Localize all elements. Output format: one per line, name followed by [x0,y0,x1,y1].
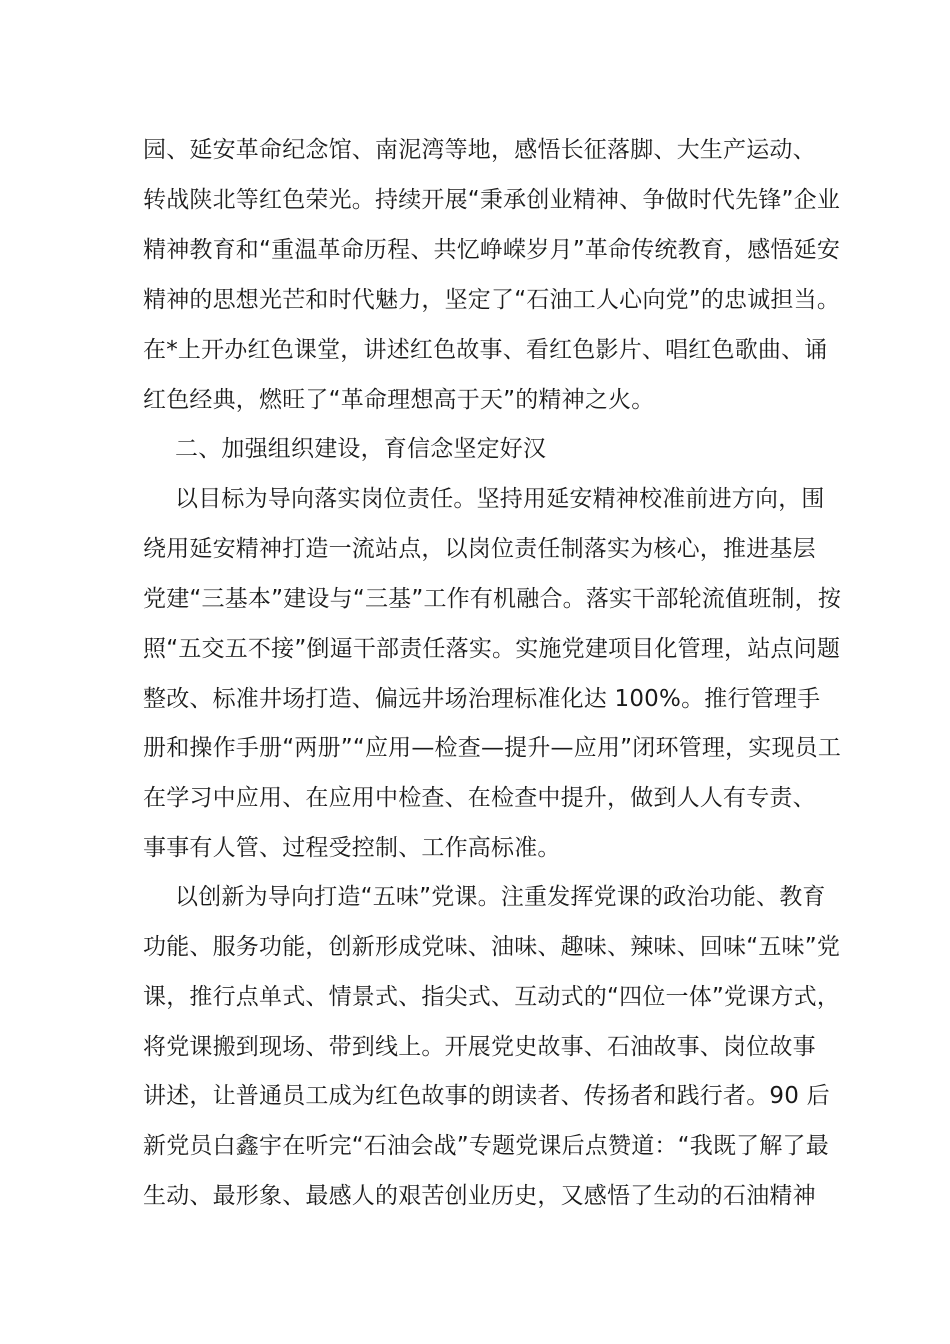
text-line-20: 讲述，让普通员工成为红色故事的朗读者、传扬者和践行者。90 后 [143,1083,830,1109]
text-line-10: 党建“三基本”建设与“三基”工作有机融合。落实干部轮流值班制，按 [143,586,842,612]
text-line-5: 在*上开办红色课堂，讲述红色故事、看红色影片、唱红色歌曲、诵 [143,337,828,363]
text-line-15: 事事有人管、过程受控制、工作高标准。 [143,835,561,861]
text-line-6: 红色经典，燃旺了“革命理想高于天”的精神之火。 [143,387,655,413]
text-line-9: 绕用延安精神打造一流站点，以岗位责任制落实为核心，推进基层 [143,536,816,562]
text-line-11: 照“五交五不接”倒逼干部责任落实。实施党建项目化管理，站点问题 [143,636,841,662]
text-line-19: 将党课搬到现场、带到线上。开展党史故事、石油故事、岗位故事 [143,1034,816,1060]
text-line-12: 整改、标准井场打造、偏远井场治理标准化达 100%。推行管理手 [143,686,821,712]
text-line-21: 新党员白鑫宇在听完“石油会战”专题党课后点赞道：“我既了解了最 [143,1133,829,1159]
section-heading: 二、加强组织建设，育信念坚定好汉 [175,436,547,462]
paragraph-start-2: 以创新为导向打造“五味”党课。注重发挥党课的政治功能、教育 [175,884,826,910]
text-line-2: 转战陕北等红色荣光。持续开展“秉承创业精神、争做时代先锋”企业 [143,187,841,213]
paragraph-start-1: 以目标为导向落实岗位责任。坚持用延安精神校准前进方向，围 [175,486,825,512]
text-line-1: 园、延安革命纪念馆、南泥湾等地，感悟长征落脚、大生产运动、 [143,137,816,163]
text-line-17: 功能、服务功能，创新形成党味、油味、趣味、辣味、回味“五味”党 [143,934,841,960]
text-line-18: 课，推行点单式、情景式、指尖式、互动式的“四位一体”党课方式， [143,984,841,1010]
text-line-3: 精神教育和“重温革命历程、共忆峥嵘岁月”革命传统教育，感悟延安 [143,237,841,263]
text-line-13: 册和操作手册“两册”“应用—检查—提升—应用”闭环管理，实现员工 [143,735,842,761]
text-line-4: 精神的思想光芒和时代魅力，坚定了“石油工人心向党”的忠诚担当。 [143,287,841,313]
text-line-14: 在学习中应用、在应用中检查、在检查中提升，做到人人有专责、 [143,785,816,811]
text-line-22: 生动、最形象、最感人的艰苦创业历史，又感悟了生动的石油精神 [143,1183,816,1209]
